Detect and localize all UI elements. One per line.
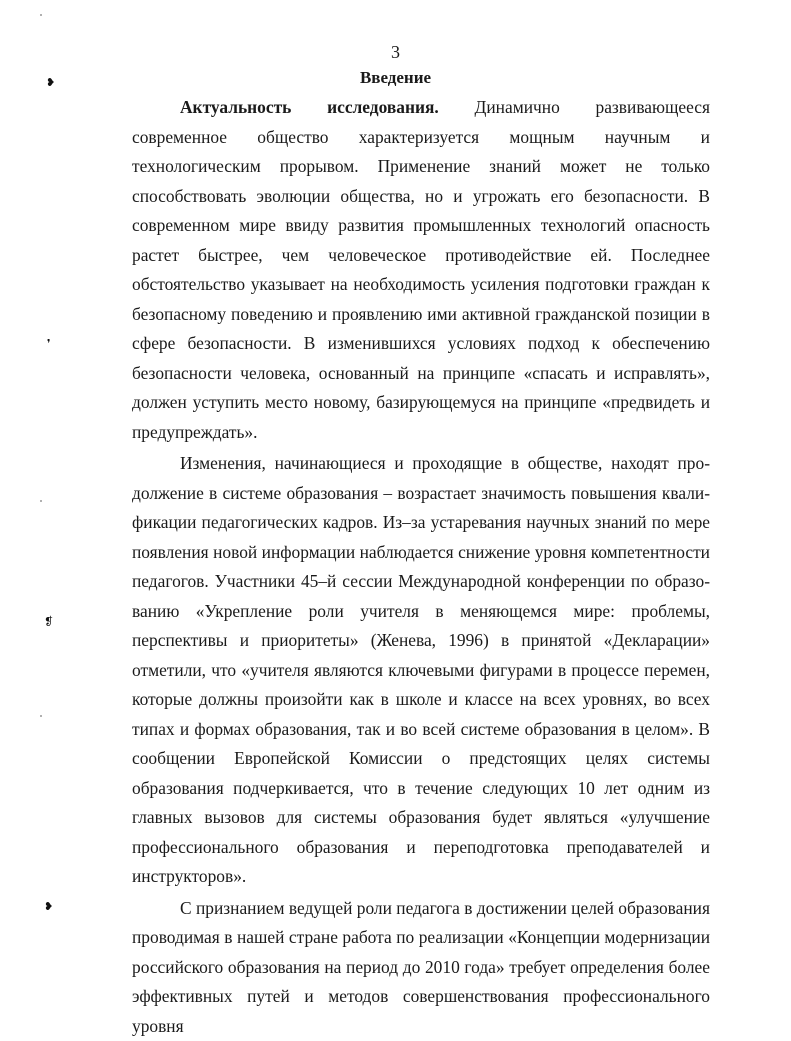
paragraph-relevance bbox=[132, 93, 710, 447]
paragraph-changes: Изменения, начинающиеся и проходящие в обществе, находят продолжение в системе образования – возрастает значимость повышения квалификации педагогических кадров. Из–за устаревания научных знаний по мере появления новой информации наблюдается снижение уровня компетентности педагогов. Участники 45–й сессии Международной конференции по образованию «Укрепление роли учителя в меняющемся мире: проблемы, перспективы и приоритеты» (Женева, 1996) в принятой «Декларации» отметили, что «учителя являются ключевыми фигурами в процессе перемен, которые должны произойти как в школе и классе на всех уровнях, во всех типах и формах образования, так и во всей системе образования в целом». В сообщении Европейской Комиссии о предстоящих целях системы образования подчеркивается, что в течение следующих 10 лет одним из главных вызовов для системы образования будет являться «улучшение профессионального образования и переподготовка преподавателей и инструкторов». bbox=[132, 449, 710, 892]
page-title: Введение bbox=[0, 66, 791, 90]
scan-dot bbox=[40, 715, 42, 717]
scan-speck: ❡ bbox=[44, 617, 53, 626]
scan-dot bbox=[40, 500, 42, 502]
paragraph-text: Динамично развивающееся современное общество характеризуется мощным научным и технологическим прорывом. Применение знаний может не только способствовать эволюции общества, но и угрожать его безопасности. В современном мире ввиду развития промышленных технологий опасность растет быстрее, чем человеческое противодействие ей. Последнее обстоятельство указывает на необходимость усиления подготовки граждан к безопасному поведению и проявлению ими активной гражданской позиции в сфере безопасности. В изменившихся условиях подход к обеспечению безопасности человека, основанный на принципе «спасать и исправлять», должен уступить место новому, базирующемуся на принципе «предвидеть и предупреждать». bbox=[132, 97, 710, 442]
page-number: 3 bbox=[0, 40, 791, 64]
body-text bbox=[132, 93, 710, 1041]
relevance-heading: Актуальность исследования. bbox=[180, 97, 439, 117]
scan-speck: ❜ bbox=[47, 339, 56, 348]
paragraph-teacher-role: С признанием ведущей роли педагога в достижении целей образования проводимая в нашей стране работа по реализации «Концепции модернизации российского образования на период до 2010 года» требует определения более эффективных путей и методов совершенствования профессионального уровня bbox=[132, 894, 710, 1041]
scan-speck: ❥ bbox=[44, 902, 53, 911]
scan-speck: ❥ bbox=[46, 78, 55, 87]
scan-dot bbox=[40, 14, 42, 16]
